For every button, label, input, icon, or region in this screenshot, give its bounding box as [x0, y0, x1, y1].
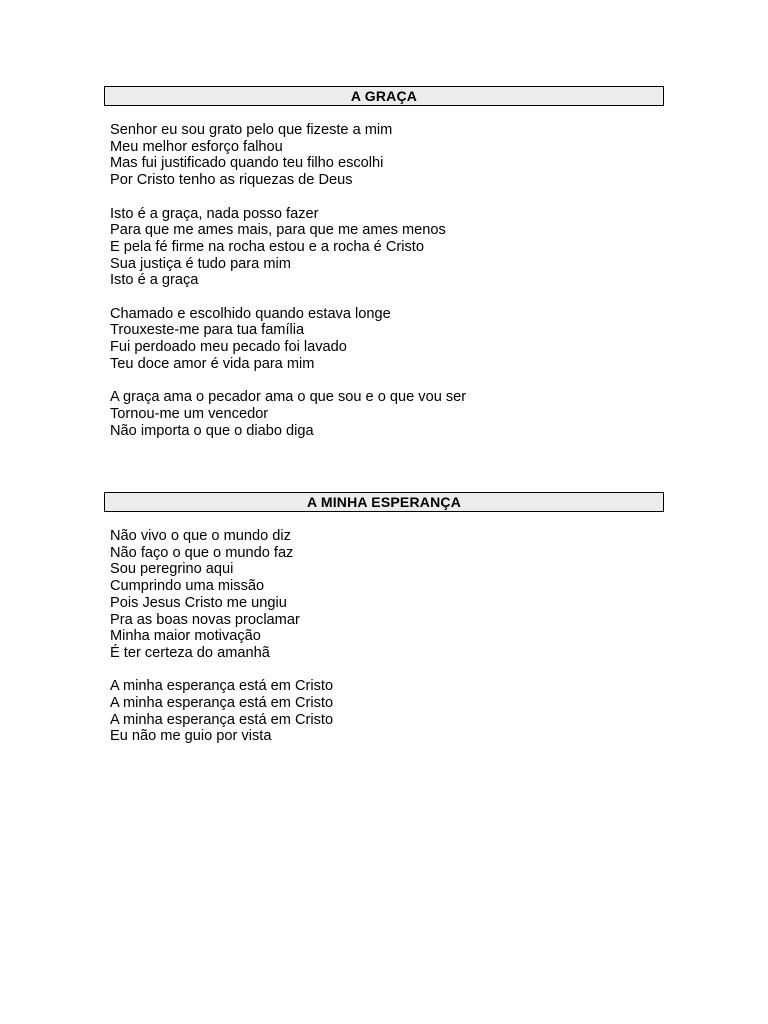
lyric-line: Trouxeste-me para tua família	[110, 322, 305, 339]
lyric-line: Tornou-me um vencedor	[110, 405, 269, 422]
lyric-line: Mas fui justificado quando teu filho escolhi	[110, 155, 384, 172]
lyric-line: Chamado e escolhido quando estava longe	[110, 305, 391, 322]
lyric-line: A minha esperança está em Cristo	[110, 695, 334, 712]
song-lyrics	[104, 528, 664, 745]
lyric-line: Não importa o que o diabo diga	[110, 422, 314, 439]
stanza	[110, 306, 664, 373]
lyric-line: Meu melhor esforço falhou	[110, 138, 283, 155]
lyric-line: A minha esperança está em Cristo	[110, 711, 334, 728]
stanza	[110, 678, 664, 745]
lyric-line: Cumprindo uma missão	[110, 578, 265, 595]
lyric-line: A minha esperança está em Cristo	[110, 678, 334, 695]
lyric-line: Sou peregrino aqui	[110, 561, 234, 578]
lyric-line: Eu não me guio por vista	[110, 728, 272, 745]
stanza	[110, 389, 664, 439]
lyric-line: É ter certeza do amanhã	[110, 644, 270, 661]
song-a-graca	[104, 86, 664, 439]
lyric-line: Minha maior motivação	[110, 628, 261, 645]
lyric-line: Senhor eu sou grato pelo que fizeste a mim	[110, 122, 393, 138]
stanza	[110, 528, 664, 662]
song-title: A GRAÇA	[104, 86, 664, 106]
lyric-line: Para que me ames mais, para que me ames menos	[110, 222, 446, 239]
song-a-minha-esperanca	[104, 492, 664, 745]
lyric-line: Fui perdoado meu pecado foi lavado	[110, 339, 347, 356]
song-title: A MINHA ESPERANÇA	[104, 492, 664, 512]
lyric-line: Não vivo o que o mundo diz	[110, 528, 291, 544]
stanza	[110, 122, 664, 189]
lyric-line: A graça ama o pecador ama o que sou e o que vou ser	[110, 389, 467, 406]
stanza	[110, 206, 664, 290]
lyric-line: Isto é a graça, nada posso fazer	[110, 205, 319, 222]
song-lyrics	[104, 122, 664, 439]
lyric-line: Por Cristo tenho as riquezas de Deus	[110, 172, 353, 189]
lyric-line: E pela fé firme na rocha estou e a rocha é Cristo	[110, 238, 424, 255]
lyric-line: Não faço o que o mundo faz	[110, 544, 294, 561]
lyric-line: Sua justiça é tudo para mim	[110, 255, 291, 272]
lyric-line: Teu doce amor é vida para mim	[110, 355, 315, 372]
lyric-line: Pois Jesus Cristo me ungiu	[110, 594, 287, 611]
lyric-line: Pra as boas novas proclamar	[110, 611, 300, 628]
lyric-line: Isto é a graça	[110, 272, 199, 289]
